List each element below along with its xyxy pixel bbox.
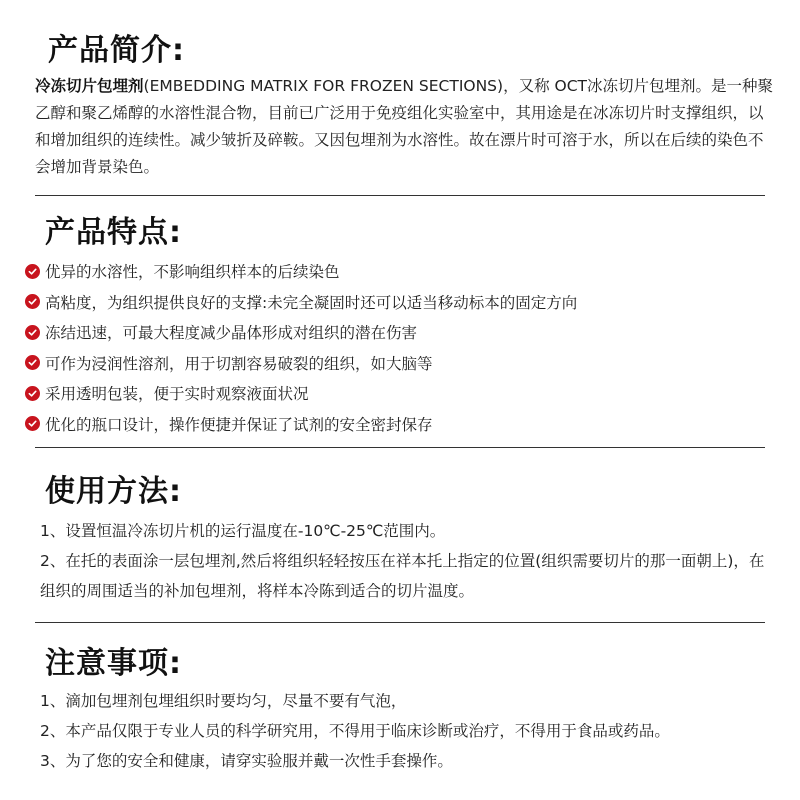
feature-item [25, 348, 577, 379]
divider-3 [35, 622, 765, 623]
feature-item [25, 256, 577, 287]
features-heading: 产品特点: [45, 215, 182, 250]
check-circle-icon [25, 355, 40, 370]
usage-steps [40, 516, 770, 606]
feature-item [25, 287, 577, 318]
feature-list [25, 256, 577, 439]
usage-step: 2、在托的表面涂一层包埋剂,然后将组织轻轻按压在祥本托上指定的位置(组织需要切片的那一面朝上)，在组织的周围适当的补加包埋剂，将样本冷陈到适合的切片温度。 [40, 552, 765, 600]
usage-heading: 使用方法: [45, 474, 182, 509]
note-item: 2、本产品仅限于专业人员的科学研究用，不得用于临床诊断或治疗，不得用于食品或药品。 [40, 722, 670, 740]
divider-2 [35, 447, 765, 448]
feature-text: 优化的瓶口设计，操作便捷并保证了试剂的安全密封保存 [45, 415, 433, 434]
notes-heading: 注意事项: [45, 646, 182, 681]
note-item: 1、滴加包埋剂包埋组织时要均匀，尽量不要有气泡， [40, 692, 407, 710]
feature-item [25, 378, 577, 409]
check-circle-icon [25, 294, 40, 309]
usage-step: 1、设置恒温冷冻切片机的运行温度在-10℃-25℃范围内。 [40, 522, 446, 540]
feature-item [25, 409, 577, 440]
intro-paragraph [35, 73, 775, 181]
check-circle-icon [25, 416, 40, 431]
feature-text: 高粘度，为组织提供良好的支撑:未完全凝固时还可以适当移动标本的固定方向 [45, 293, 578, 312]
check-circle-icon [25, 325, 40, 340]
divider-1 [35, 195, 765, 196]
check-circle-icon [25, 386, 40, 401]
intro-lead-bold: 冷冻切片包埋剂 [35, 77, 144, 95]
feature-text: 冻结迅速，可最大程度减少晶体形成对组织的潜在伤害 [45, 324, 418, 343]
feature-item [25, 317, 577, 348]
notes-list [40, 686, 770, 776]
feature-text: 可作为浸润性溶剂，用于切割容易破裂的组织，如大脑等 [45, 354, 433, 373]
check-circle-icon [25, 264, 40, 279]
note-item: 3、为了您的安全和健康，请穿实验服并戴一次性手套操作。 [40, 752, 453, 770]
feature-text: 优异的水溶性，不影响组织样本的后续染色 [45, 263, 340, 282]
intro-lead-text: (EMBEDDING MATRIX FOR FROZEN SECTIONS)，又称 OCT冰冻切片包埋剂。是一种聚乙醇和聚乙烯醇的水溶性混合物，目前已广泛用于免疫组化实验室中，其用途是在冰冻切片时支撑组织，以和增加组织的连续性。减少皱折及碎鞍。又因包埋剂为水溶性。故在漂片时可溶于水，所以在后续的染色不会增加背景染色。 [35, 77, 773, 176]
feature-text: 采用透明包装，便于实时观察液面状况 [45, 385, 309, 404]
intro-heading: 产品简介: [48, 33, 185, 68]
